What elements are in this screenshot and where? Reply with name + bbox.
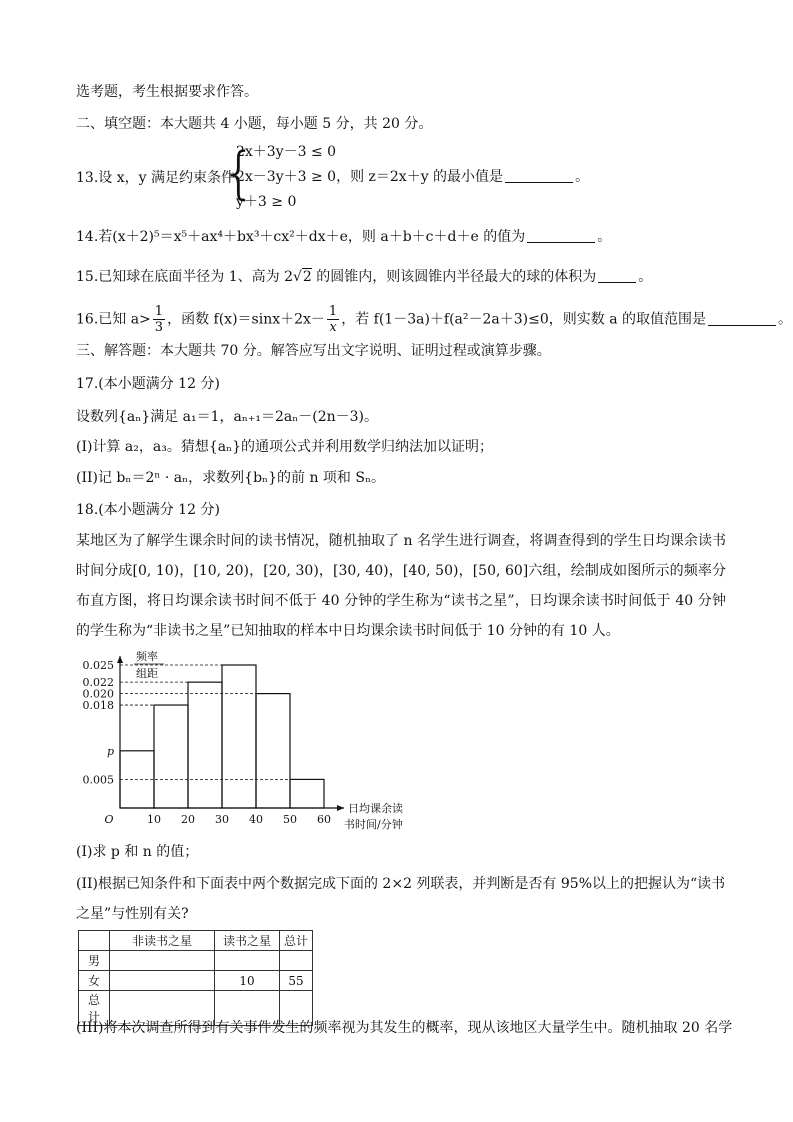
section-2-heading: 二、填空题：本大题共 4 小题，每小题 5 分，共 20 分。 <box>76 116 433 132</box>
table-header-cell: 非读书之星 <box>110 931 215 951</box>
contingency-table <box>78 930 313 1026</box>
table-cell: 女 <box>79 971 110 991</box>
q13-eq2: 2x－3y＋3 ≥ 0，则 z＝2x＋y 的最小值是 <box>236 169 504 185</box>
frequency-histogram <box>70 648 403 833</box>
q13-end: 。 <box>575 169 590 185</box>
question-14 <box>76 227 611 247</box>
y-tick-label: 0.005 <box>82 773 114 787</box>
q13-eq2-line <box>236 165 589 190</box>
x-tick-label: 20 <box>181 813 195 826</box>
answer-blank-15[interactable] <box>598 268 636 283</box>
q18-title: 18.(本小题满分 12 分) <box>76 502 220 518</box>
answer-blank-16[interactable] <box>708 311 776 326</box>
table-cell: 10 <box>215 971 280 991</box>
answer-blank-14[interactable] <box>527 228 595 243</box>
q15-text-b: 的圆锥内，则该圆锥内半径最大的球的体积为 <box>311 269 597 285</box>
q15-sqrt-value: 2 <box>302 269 312 285</box>
q18-part3: (III)将本次调查所得到有关事件发生的频率视为其发生的概率，现从该地区大量学生中。随机抽取 20 名学 <box>76 1020 733 1036</box>
q15-end: 。 <box>638 269 653 285</box>
frac2-num: 1 <box>328 304 338 319</box>
y-tick-label: 0.020 <box>82 687 114 701</box>
histogram-bar <box>222 665 256 808</box>
x-tick-label: 30 <box>215 813 229 826</box>
x-axis-arrow <box>337 805 344 811</box>
x-tick-label: 40 <box>249 813 263 826</box>
y-tick-label: 0.022 <box>82 676 114 690</box>
intro-text: 选考题，考生根据要求作答。 <box>76 84 258 100</box>
q13-constraints <box>236 140 589 215</box>
q17-line3: (II)记 bₙ＝2ⁿ · aₙ，求数列{bₙ}的前 n 项和 Sₙ。 <box>76 470 386 486</box>
fraction-one-third <box>153 304 165 335</box>
y-tick-label: p <box>106 744 114 758</box>
q18-part1: (I)求 p 和 n 的值； <box>76 844 199 860</box>
x-tick-label: 60 <box>317 813 331 826</box>
table-header-row <box>79 931 313 951</box>
x-tick-label: 50 <box>283 813 297 826</box>
q15-text-a: 15.已知球在底面半径为 1、高为 2 <box>76 269 293 285</box>
y-axis-label-top: 频率 <box>136 650 158 663</box>
section-3-heading: 三、解答题：本大题共 70 分。解答应写出文字说明、证明过程或演算步骤。 <box>76 343 551 359</box>
table-cell[interactable] <box>110 951 215 971</box>
table-cell[interactable] <box>110 971 215 991</box>
origin-label: O <box>104 813 114 826</box>
question-15 <box>76 267 652 287</box>
y-axis-label-bottom: 组距 <box>136 667 158 680</box>
q17-title: 17.(本小题满分 12 分) <box>76 376 220 392</box>
q18-part2-b: 之星”与性别有关? <box>76 906 189 922</box>
q17-line1: 设数列{aₙ}满足 a₁＝1，aₙ₊₁＝2aₙ－(2n－3)。 <box>76 409 379 425</box>
table-cell: 男 <box>79 951 110 971</box>
q17-line2: (I)计算 a₂，a₃。猜想{aₙ}的通项公式并利用数学归纳法加以证明； <box>76 439 494 455</box>
table-header-cell <box>79 931 110 951</box>
q16-end: 。 <box>778 311 793 328</box>
q18-part2-a: (II)根据已知条件和下面表中两个数据完成下面的 2×2 列联表，并判断是否有 95%以上的把握认为“读书 <box>76 876 726 892</box>
table-header-cell: 读书之星 <box>215 931 280 951</box>
q13-eq1: 2x＋3y－3 ≤ 0 <box>236 144 337 160</box>
y-tick-label: 0.018 <box>82 699 114 713</box>
q18-paragraph: 某地区为了解学生课余时间的读书情况，随机抽取了 n 名学生进行调查，将调查得到的学生日均课余读书时间分成[0, 10)，[10, 20)，[20, 30)，[30, 40)，[40, 50)，[50, 60]六组，绘制成如图所示的频率分布直方图，将日均课余读书时间不低于 40 分钟的学生称为“读书之星”，日均课余读书时间低于 40 分钟的学生称为“非读书之星”已知抽取的样本中日均课余读书时间低于 10 分钟的有 10 人。 <box>76 533 726 639</box>
table-row <box>79 951 313 971</box>
answer-blank-13[interactable] <box>505 168 573 183</box>
x-axis-label-line2: 书时间/分钟 <box>344 818 403 831</box>
frac1-num: 1 <box>154 304 164 319</box>
histogram-bar <box>290 779 324 808</box>
q16-a: 16.已知 a> <box>76 311 151 328</box>
table-cell: 总计 <box>79 991 110 1026</box>
histogram-bar <box>188 682 222 808</box>
question-16 <box>76 304 792 335</box>
y-tick-label: 0.025 <box>82 659 114 672</box>
sqrt-symbol: √ <box>292 269 302 285</box>
frac2-den <box>327 320 339 335</box>
q16-c: ，若 f(1－3a)＋f(a²－2a＋3)≤0，则实数 a 的取值范围是 <box>341 311 707 328</box>
y-axis-arrow <box>117 656 123 663</box>
brace-symbol: { <box>221 141 257 206</box>
frac1-den: 3 <box>154 320 164 335</box>
q16-b: ，函数 f(x)＝sinx＋2x－ <box>167 311 325 328</box>
table-cell[interactable] <box>215 951 280 971</box>
frac2-den-var: x <box>329 320 337 335</box>
table-cell[interactable] <box>280 951 313 971</box>
x-tick-label: 10 <box>147 813 161 826</box>
table-cell: 55 <box>280 971 313 991</box>
q13-prefix: 13.设 x，y 满足约束条件 <box>76 170 235 186</box>
table-row <box>79 971 313 991</box>
q14-end: 。 <box>597 229 612 245</box>
x-axis-label-line1: 日均课余读 <box>348 802 403 815</box>
q14-text: 14.若(x＋2)⁵＝x⁵＋ax⁴＋bx³＋cx²＋dx＋e，则 a＋b＋c＋d＋e 的值为 <box>76 229 526 245</box>
q13-eq3: y＋3 ≥ 0 <box>236 194 297 210</box>
table-header-cell: 总计 <box>280 931 313 951</box>
fraction-one-over-x <box>327 304 339 335</box>
histogram-bar <box>256 694 290 808</box>
histogram-bar <box>154 705 188 808</box>
